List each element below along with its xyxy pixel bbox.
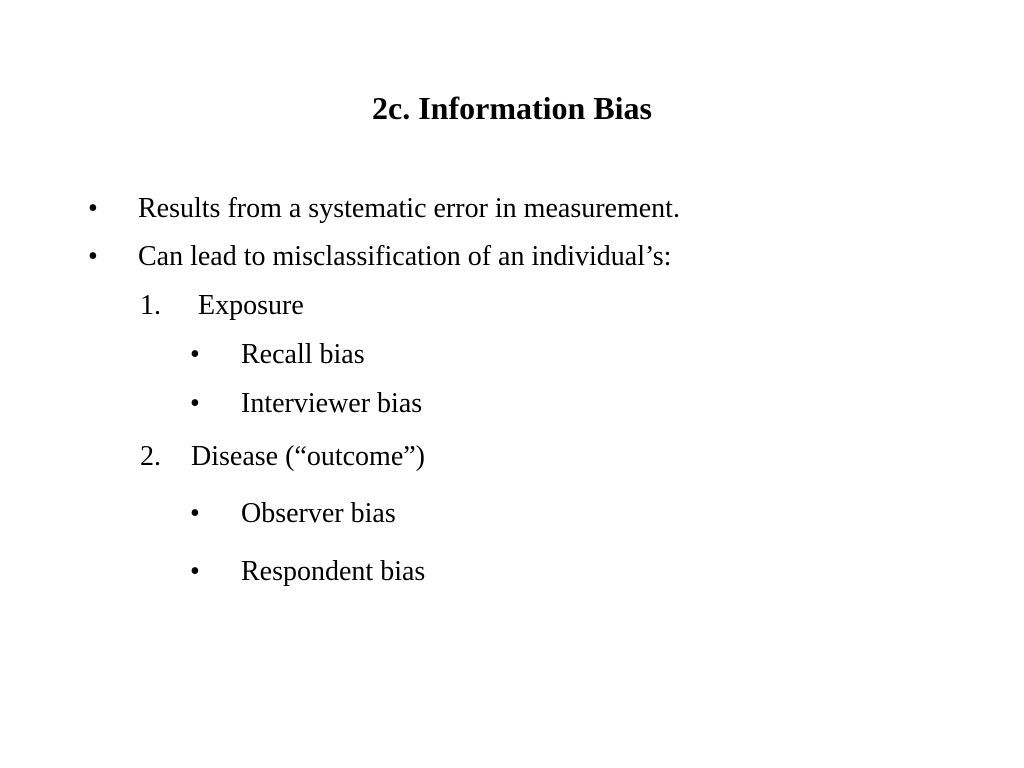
numbered-text: Disease (“outcome”) [191,441,425,472]
number-marker: 2. [140,441,161,472]
bullet-marker: • [190,339,200,370]
bullet-marker: • [190,498,200,529]
numbered-text: Exposure [198,290,304,321]
sub-bullet-text: Observer bias [241,498,396,529]
bullet-marker: • [88,241,98,272]
bullet-marker: • [190,556,200,587]
sub-bullet-text: Recall bias [241,339,365,370]
sub-bullet-text: Interviewer bias [241,388,423,419]
number-marker: 1. [140,290,161,321]
bullet-marker: • [190,388,200,419]
bullet-text: Results from a systematic error in measurement. [138,193,680,224]
bullet-marker: • [88,193,98,224]
sub-bullet-text: Respondent bias [241,556,426,587]
slide-title: 2c. Information Bias [372,90,652,126]
bullet-text: Can lead to misclassification of an individual’s: [138,241,672,272]
